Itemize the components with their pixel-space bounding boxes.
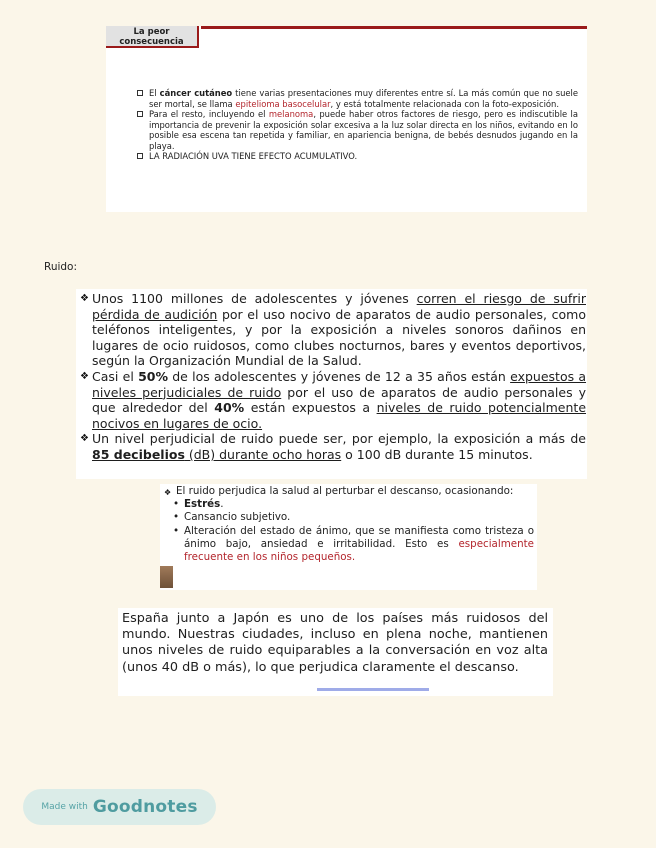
- header-rule: [201, 26, 587, 29]
- list-item: Para el resto, incluyendo el melanoma, puede haber otros factores de riesgo, pero es indiscutible la importancia de prevenir la exposición solar excesiva a la luz solar directa en los niños, evitando en lo posible esa escena tan repetida y familiar, en apariencia benigna, de bebés desnudos jugando en la playa.: [137, 109, 578, 151]
- noise-effects-panel: [160, 484, 537, 590]
- spain-noise-panel: [118, 608, 553, 696]
- sun-consequence-panel: [106, 26, 587, 212]
- list-item: • Alteración del estado de ánimo, que se manifiesta como tristeza o ánimo bajo, ansiedad e irritabilidad. Esto es especialmente frecuente en los niños pequeños.: [184, 525, 534, 565]
- consequence-header: La peor consecuencia: [106, 26, 199, 48]
- list-item: • Estrés.: [184, 498, 534, 511]
- list-item: ❖ Casi el 50% de los adolescentes y jóvenes de 12 a 35 años están expuestos a niveles perjudiciales de ruido por el uso de aparatos de audio personales y que alrededor del 40% están expuestos a niveles de ruido potencialmente nocivos en lugares de ocio.: [80, 369, 586, 431]
- ruido-heading: Ruido:: [44, 261, 78, 273]
- noise-facts-list: [80, 291, 586, 463]
- highlight-stroke: [317, 688, 429, 691]
- goodnotes-badge[interactable]: [23, 789, 216, 825]
- effects-intro: ❖ El ruido perjudica la salud al perturbar el descanso, ocasionando:: [164, 485, 534, 498]
- effects-list: [164, 485, 534, 564]
- made-with-label: Made with: [41, 802, 88, 812]
- list-item: ❖ Un nivel perjudicial de ruido puede ser, por ejemplo, la exposición a más de 85 decibelios (dB) durante ocho horas o 100 dB durante 15 minutos.: [80, 431, 586, 462]
- list-item: • Cansancio subjetivo.: [184, 511, 534, 524]
- list-item: LA RADIACIÓN UVA TIENE EFECTO ACUMULATIVO.: [137, 151, 578, 162]
- consequence-list: [137, 88, 578, 162]
- spain-paragraph: España junto a Japón es uno de los países más ruidosos del mundo. Nuestras ciudades, incluso en plena noche, mantienen unos niveles de ruido equiparables a la conversación en voz alta (unos 40 dB o más), lo que perjudica claramente el descanso.: [122, 611, 548, 675]
- goodnotes-logo: Goodnotes: [92, 797, 198, 817]
- noise-facts-panel: [76, 289, 587, 479]
- list-item: ❖ Unos 1100 millones de adolescentes y jóvenes corren el riesgo de sufrir pérdida de audición por el uso nocivo de aparatos de audio personales, como teléfonos inteligentes, y por la exposición a niveles sonoros dañinos en lugares de ocio ruidosos, como clubes nocturnos, bares y eventos deportivos, según la Organización Mundial de la Salud.: [80, 291, 586, 369]
- photo-fragment: [160, 566, 173, 588]
- effects-sublist: [164, 498, 534, 564]
- list-item: El cáncer cutáneo tiene varias presentaciones muy diferentes entre sí. La más común que no suele ser mortal, se llama epitelioma basocelular, y está totalmente relacionada con la foto-exposición.: [137, 88, 578, 109]
